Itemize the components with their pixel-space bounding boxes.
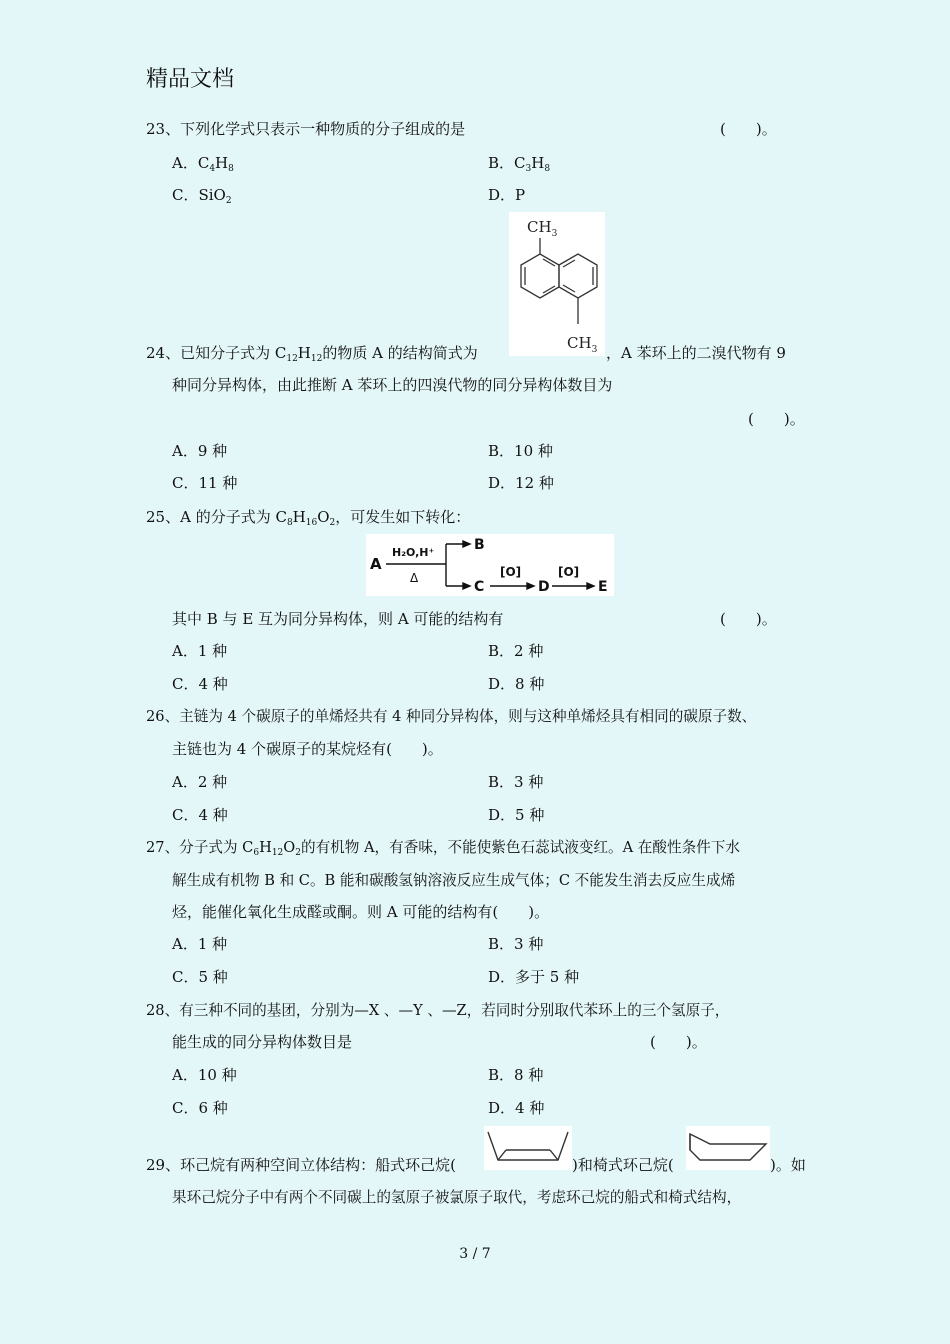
page-number: 3 / 7 — [459, 1246, 491, 1262]
page-header: 精品文档 — [146, 67, 235, 92]
q28-option-b: B．8 种 — [488, 1066, 544, 1084]
q26-option-b: B．3 种 — [488, 773, 544, 791]
fig-ch3-top: $CH_3$ — [527, 218, 558, 239]
q25-option-c: C．4 种 — [172, 675, 228, 693]
q24-option-b: B．10 种 — [488, 442, 553, 460]
q23-answer-blank: ( )。 — [720, 120, 777, 138]
q23-option-c: C．SiO$_2$ — [172, 186, 232, 206]
scheme-d: D — [538, 579, 550, 595]
q29-stem-line1-start: 29、环己烷有两种空间立体结构：船式环己烷( — [146, 1156, 456, 1174]
scheme-a: A — [370, 555, 382, 573]
q24-structure-figure — [509, 212, 605, 356]
q28-option-d: D．4 种 — [488, 1099, 545, 1117]
q27-option-c: C．5 种 — [172, 968, 228, 986]
q26-option-c: C．4 种 — [172, 806, 228, 824]
scheme-condition-bottom: Δ — [410, 571, 419, 585]
q25-option-d: D．8 种 — [488, 675, 545, 693]
q27-option-d: D．多于 5 种 — [488, 968, 580, 986]
q27-stem-line3: 烃，能催化氧化生成醛或酮。则 A 可能的结构有( )。 — [172, 903, 550, 921]
q24-option-c: C．11 种 — [172, 474, 238, 492]
boat-cyclohexane-figure — [484, 1126, 572, 1170]
q23-option-a: A．$C_4H_8$ — [172, 154, 234, 174]
q27-option-a: A．1 种 — [172, 935, 228, 953]
q28-option-c: C．6 种 — [172, 1099, 228, 1117]
q24-stem-line1-end: ，A 苯环上的二溴代物有 9 — [606, 344, 786, 362]
scheme-oxidation-2: [O] — [558, 565, 580, 579]
q25-reaction-scheme — [366, 534, 614, 596]
scheme-b: B — [474, 537, 485, 553]
fig-ch3-bottom: $CH_3$ — [567, 334, 598, 355]
scheme-oxidation-1: [O] — [500, 565, 522, 579]
q23-option-d: D．P — [488, 186, 526, 204]
q25-stem-line2: 其中 B 与 E 互为同分异构体，则 A 可能的结构有 — [172, 610, 504, 628]
scheme-e: E — [598, 579, 608, 595]
q24-stem-line1: 24、已知分子式为 $C_{12}H_{12}$的物质 A 的结构简式为 — [146, 344, 478, 364]
chair-cyclohexane-structure — [686, 1126, 770, 1170]
chair-cyclohexane-figure — [686, 1126, 770, 1170]
q27-stem-line1: 27、分子式为 $C_6H_{12}O_2$的有机物 A，有香味，不能使紫色石蕊试液变红。A 在酸性条件下水 — [146, 839, 740, 858]
q24-option-a: A．9 种 — [172, 442, 228, 460]
q28-option-a: A．10 种 — [172, 1066, 237, 1084]
q29-stem-line1-end: )。如 — [770, 1156, 806, 1174]
q28-stem-line1: 28、有三种不同的基团，分别为—X 、—Y 、—Z，若同时分别取代苯环上的三个氢原子， — [146, 1002, 730, 1019]
q25-option-b: B．2 种 — [488, 642, 544, 660]
q26-stem-line2: 主链也为 4 个碳原子的某烷烃有( )。 — [172, 740, 443, 758]
q23-option-b: B．$C_3H_8$ — [488, 154, 551, 174]
scheme-c: C — [474, 579, 485, 595]
q24-stem-line2: 种同分异构体，由此推断 A 苯环上的四溴代物的同分异构体数目为 — [172, 376, 613, 394]
q25-stem-line1: 25、A 的分子式为 $C_8H_{16}O_2$，可发生如下转化： — [146, 508, 471, 528]
q27-option-b: B．3 种 — [488, 935, 544, 953]
q23-stem: 23、下列化学式只表示一种物质的分子组成的是 — [146, 120, 466, 138]
q28-answer-blank: ( )。 — [650, 1033, 707, 1051]
q26-stem-line1: 26、主链为 4 个碳原子的单烯烃共有 4 种同分异构体，则与这种单烯烃具有相同的碳原子数、 — [146, 708, 757, 725]
q25-option-a: A．1 种 — [172, 642, 228, 660]
q29-stem-line2: 果环己烷分子中有两个不同碳上的氢原子被氯原子取代，考虑环己烷的船式和椅式结构， — [172, 1189, 742, 1206]
dimethylnaphthalene-structure — [509, 212, 605, 356]
q28-stem-line2: 能生成的同分异构体数目是 — [172, 1033, 353, 1051]
reaction-scheme-diagram — [366, 534, 614, 596]
q26-option-a: A．2 种 — [172, 773, 228, 791]
q29-stem-line1-mid: )和椅式环己烷( — [572, 1156, 674, 1174]
q27-stem-line2: 解生成有机物 B 和 C。B 能和碳酸氢钠溶液反应生成气体；C 不能发生消去反应生成烯 — [172, 872, 736, 889]
q24-answer-blank: ( )。 — [748, 410, 805, 428]
scheme-condition-top: H₂O,H⁺ — [392, 546, 435, 559]
q24-option-d: D．12 种 — [488, 474, 554, 492]
q25-answer-blank: ( )。 — [720, 610, 777, 628]
boat-cyclohexane-structure — [484, 1126, 572, 1170]
q26-option-d: D．5 种 — [488, 806, 545, 824]
